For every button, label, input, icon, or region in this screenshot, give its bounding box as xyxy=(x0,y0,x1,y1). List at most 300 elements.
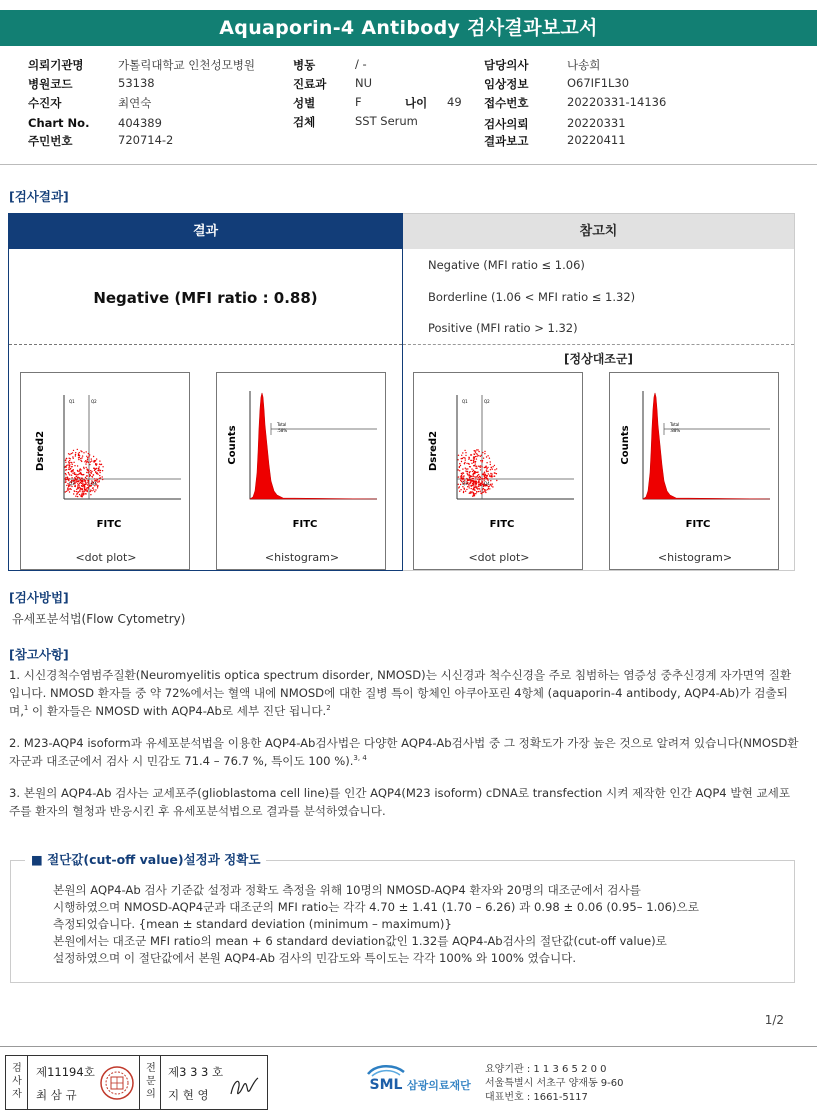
scatter-point xyxy=(465,468,466,469)
scatter-point xyxy=(84,479,85,480)
scatter-point xyxy=(65,491,66,492)
scatter-point xyxy=(69,466,70,467)
scatter-point xyxy=(75,486,76,487)
scatter-point xyxy=(463,478,464,479)
scatter-point xyxy=(86,468,87,469)
scatter-point xyxy=(91,490,92,491)
scatter-point xyxy=(86,456,87,457)
scatter-point xyxy=(478,455,479,456)
scatter-point xyxy=(486,456,487,457)
scatter-point xyxy=(473,470,474,471)
scatter-point xyxy=(82,455,83,456)
scatter-point xyxy=(84,486,85,487)
scatter-point xyxy=(83,467,84,468)
scatter-point xyxy=(483,458,484,459)
scatter-point xyxy=(494,469,495,470)
scatter-point xyxy=(94,470,95,471)
scatter-point xyxy=(459,491,460,492)
control-dot-plot xyxy=(413,372,583,570)
scatter-point xyxy=(95,460,96,461)
scatter-point xyxy=(490,469,491,470)
scatter-point xyxy=(84,489,85,490)
value-report-date: 20220411 xyxy=(567,133,626,147)
scatter-point xyxy=(96,458,97,459)
scatter-point xyxy=(472,483,473,484)
specialist-label-cell xyxy=(139,1056,161,1109)
scatter-point xyxy=(76,476,77,477)
scatter-point xyxy=(93,456,94,457)
note-1-ref-1: 1 xyxy=(23,704,29,713)
scatter-point xyxy=(66,466,67,467)
scatter-point xyxy=(68,467,69,468)
note-1-ref-2: 2 xyxy=(326,704,331,713)
scatter-point xyxy=(91,458,92,459)
scatter-point xyxy=(82,496,83,497)
dot-y-label: Dsred2 xyxy=(428,430,439,472)
scatter-point xyxy=(472,474,473,475)
scatter-point xyxy=(86,478,87,479)
scatter-point xyxy=(477,479,478,480)
hist-x-label: FITC xyxy=(292,519,318,530)
footer-divider xyxy=(0,1046,817,1047)
scatter-point xyxy=(459,466,460,467)
scatter-point xyxy=(468,485,469,486)
scatter-point xyxy=(85,489,86,490)
scatter-point xyxy=(87,490,88,491)
cutoff-title: ■ 절단값(cut-off value)설정과 정확도 xyxy=(25,850,266,868)
scatter-point xyxy=(94,478,95,479)
hist-curve xyxy=(250,393,377,499)
scatter-point xyxy=(85,493,86,494)
scatter-point xyxy=(66,469,67,470)
scatter-point xyxy=(482,452,483,453)
scatter-point xyxy=(86,472,87,473)
scatter-point xyxy=(87,459,88,460)
scatter-point xyxy=(480,460,481,461)
scatter-point xyxy=(87,457,88,458)
scatter-point xyxy=(489,488,490,489)
scatter-point xyxy=(457,459,458,460)
scatter-point xyxy=(463,475,464,476)
scatter-point xyxy=(75,496,76,497)
scatter-point xyxy=(82,494,83,495)
scatter-point xyxy=(79,452,80,453)
dot-cloud xyxy=(457,449,497,497)
patient-dot-plot xyxy=(20,372,190,570)
scatter-point xyxy=(492,469,493,470)
scatter-point xyxy=(464,450,465,451)
scatter-point xyxy=(483,473,484,474)
scatter-point xyxy=(483,474,484,475)
sml-logo-text: SML xyxy=(369,1077,403,1092)
value-hospital-code: 53138 xyxy=(118,76,155,90)
scatter-point xyxy=(76,479,77,480)
dot-q4-label: Q4 xyxy=(91,481,97,486)
value-department: NU xyxy=(355,76,373,90)
label-specimen: 검체 xyxy=(293,115,316,129)
scatter-point xyxy=(482,492,483,493)
scatter-point xyxy=(480,456,481,457)
scatter-point xyxy=(481,455,482,456)
scatter-point xyxy=(90,489,91,490)
scatter-point xyxy=(486,470,487,471)
scatter-point xyxy=(471,463,472,464)
scatter-point xyxy=(68,473,69,474)
label-id-number: 주민번호 xyxy=(28,134,73,148)
scatter-point xyxy=(65,481,66,482)
scatter-point xyxy=(98,468,99,469)
scatter-point xyxy=(73,469,74,470)
label-ward: 병동 xyxy=(293,58,316,72)
scatter-point xyxy=(69,474,70,475)
ref-positive: Positive (MFI ratio > 1.32) xyxy=(428,321,578,335)
scatter-point xyxy=(478,474,479,475)
label-receipt-no: 접수번호 xyxy=(484,96,529,110)
scatter-point xyxy=(71,453,72,454)
scatter-point xyxy=(78,453,79,454)
scatter-point xyxy=(459,470,460,471)
scatter-point xyxy=(88,471,89,472)
scatter-point xyxy=(71,475,72,476)
scatter-point xyxy=(485,475,486,476)
scatter-point xyxy=(73,450,74,451)
scatter-point xyxy=(478,486,479,487)
scatter-point xyxy=(465,491,466,492)
scatter-point xyxy=(77,485,78,486)
scatter-point xyxy=(102,479,103,480)
hist-y-label: Counts xyxy=(620,425,631,465)
scatter-point xyxy=(484,491,485,492)
scatter-point xyxy=(90,461,91,462)
scatter-point xyxy=(475,486,476,487)
scatter-point xyxy=(477,449,478,450)
scatter-point xyxy=(476,486,477,487)
label-chart-no: Chart No. xyxy=(28,116,90,130)
label-patient: 수진자 xyxy=(28,96,62,110)
value-patient: 최연숙 xyxy=(118,96,152,110)
scatter-point xyxy=(80,479,81,480)
notes-section-title: [참고사항] xyxy=(9,647,69,662)
scatter-point xyxy=(70,489,71,490)
scatter-point xyxy=(77,477,78,478)
scatter-point xyxy=(71,477,72,478)
scatter-point xyxy=(75,455,76,456)
scatter-point xyxy=(472,471,473,472)
scatter-point xyxy=(97,486,98,487)
scatter-point xyxy=(496,473,497,474)
value-hospital: 가톨릭대학교 인천성모병원 xyxy=(118,58,255,72)
scatter-point xyxy=(79,485,80,486)
dot-y-label: Dsred2 xyxy=(35,430,46,472)
scatter-point xyxy=(484,467,485,468)
scatter-point xyxy=(476,491,477,492)
scatter-point xyxy=(72,452,73,453)
scatter-point xyxy=(78,491,79,492)
scatter-point xyxy=(469,466,470,467)
scatter-point xyxy=(475,463,476,464)
scatter-point xyxy=(478,477,479,478)
scatter-point xyxy=(74,477,75,478)
scatter-point xyxy=(85,460,86,461)
scatter-point xyxy=(487,489,488,490)
scatter-point xyxy=(475,481,476,482)
scatter-point xyxy=(69,460,70,461)
value-specimen: SST Serum xyxy=(355,114,418,128)
scatter-point xyxy=(469,487,470,488)
scatter-point xyxy=(87,484,88,485)
scatter-point xyxy=(83,493,84,494)
scatter-point xyxy=(476,458,477,459)
scatter-point xyxy=(100,477,101,478)
scatter-point xyxy=(472,495,473,496)
scatter-point xyxy=(91,476,92,477)
scatter-point xyxy=(74,472,75,473)
value-age: 49 xyxy=(447,95,462,109)
scatter-point xyxy=(89,464,90,465)
scatter-point xyxy=(471,468,472,469)
value-id-number: 720714-2 xyxy=(118,133,174,147)
scatter-point xyxy=(476,456,477,457)
scatter-point xyxy=(494,465,495,466)
result-header: 결과 xyxy=(9,214,402,249)
label-age: 나이 xyxy=(405,96,428,110)
scatter-point xyxy=(489,475,490,476)
scatter-point xyxy=(474,473,475,474)
ref-borderline: Borderline (1.06 < MFI ratio ≤ 1.32) xyxy=(428,290,636,304)
scatter-point xyxy=(476,466,477,467)
scatter-point xyxy=(81,451,82,452)
scatter-point xyxy=(460,465,461,466)
hist-curve xyxy=(643,393,770,499)
scatter-point xyxy=(67,487,68,488)
scatter-point xyxy=(90,491,91,492)
value-sex: F xyxy=(355,95,362,109)
scatter-point xyxy=(66,458,67,459)
seal-icon xyxy=(99,1065,135,1101)
scatter-point xyxy=(467,471,468,472)
scatter-point xyxy=(486,468,487,469)
scatter-point xyxy=(95,489,96,490)
scatter-point xyxy=(81,474,82,475)
scatter-point xyxy=(80,460,81,461)
scatter-point xyxy=(75,452,76,453)
scatter-point xyxy=(474,490,475,491)
scatter-point xyxy=(85,463,86,464)
scatter-point xyxy=(65,474,66,475)
scatter-point xyxy=(81,457,82,458)
scatter-point xyxy=(99,475,100,476)
scatter-point xyxy=(76,493,77,494)
cutoff-line-3: 측정되었습니다. {mean ± standard deviation (minimum – maximum)} xyxy=(53,917,452,931)
label-hospital: 의뢰기관명 xyxy=(28,58,84,72)
scatter-point xyxy=(76,481,77,482)
scatter-point xyxy=(79,494,80,495)
hist-caption: <histogram> xyxy=(657,551,733,564)
scatter-point xyxy=(487,467,488,468)
scatter-point xyxy=(86,467,87,468)
scatter-point xyxy=(484,451,485,452)
scatter-point xyxy=(490,480,491,481)
scatter-point xyxy=(67,477,68,478)
scatter-point xyxy=(81,478,82,479)
scatter-point xyxy=(465,452,466,453)
scatter-point xyxy=(71,471,72,472)
org-info xyxy=(485,1063,624,1105)
scatter-point xyxy=(71,462,72,463)
scatter-point xyxy=(66,479,67,480)
scatter-point xyxy=(485,489,486,490)
scatter-point xyxy=(82,491,83,492)
scatter-point xyxy=(68,461,69,462)
scatter-point xyxy=(477,472,478,473)
scatter-point xyxy=(467,486,468,487)
scatter-point xyxy=(97,487,98,488)
scatter-point xyxy=(80,469,81,470)
scatter-point xyxy=(85,484,86,485)
scatter-point xyxy=(471,481,472,482)
scatter-point xyxy=(476,449,477,450)
scatter-point xyxy=(473,476,474,477)
scatter-point xyxy=(480,485,481,486)
scatter-point xyxy=(71,466,72,467)
scatter-point xyxy=(79,455,80,456)
org-phone: 대표번호 : 1661-5117 xyxy=(485,1092,588,1103)
scatter-point xyxy=(481,493,482,494)
scatter-point xyxy=(77,483,78,484)
scatter-point xyxy=(79,473,80,474)
scatter-point xyxy=(469,474,470,475)
scatter-point xyxy=(77,474,78,475)
scatter-point xyxy=(90,470,91,471)
scatter-point xyxy=(468,463,469,464)
scatter-point xyxy=(491,476,492,477)
scatter-point xyxy=(74,491,75,492)
scatter-point xyxy=(478,466,479,467)
scatter-point xyxy=(68,453,69,454)
scatter-point xyxy=(462,458,463,459)
scatter-point xyxy=(69,458,70,459)
scatter-point xyxy=(461,473,462,474)
scatter-point xyxy=(85,477,86,478)
scatter-point xyxy=(472,481,473,482)
scatter-point xyxy=(84,484,85,485)
scatter-point xyxy=(461,461,462,462)
label-doctor: 담당의사 xyxy=(484,58,529,72)
scatter-point xyxy=(72,471,73,472)
scatter-point xyxy=(99,480,100,481)
scatter-point xyxy=(478,484,479,485)
scatter-point xyxy=(83,468,84,469)
scatter-point xyxy=(81,489,82,490)
scatter-point xyxy=(81,480,82,481)
scatter-point xyxy=(473,458,474,459)
scatter-point xyxy=(79,487,80,488)
scatter-point xyxy=(461,455,462,456)
scatter-point xyxy=(79,457,80,458)
inspector-label-cell xyxy=(6,1056,28,1109)
scatter-point xyxy=(482,460,483,461)
scatter-point xyxy=(80,458,81,459)
scatter-point xyxy=(458,455,459,456)
scatter-point xyxy=(458,469,459,470)
scatter-point xyxy=(72,473,73,474)
scatter-point xyxy=(466,489,467,490)
scatter-point xyxy=(67,464,68,465)
dot-q1-label: Q1 xyxy=(69,399,75,404)
scatter-point xyxy=(74,465,75,466)
scatter-point xyxy=(480,483,481,484)
dot-cloud xyxy=(64,449,103,498)
scatter-point xyxy=(463,488,464,489)
scatter-point xyxy=(79,471,80,472)
scatter-point xyxy=(474,495,475,496)
scatter-point xyxy=(484,489,485,490)
scatter-point xyxy=(494,476,495,477)
dot-x-label: FITC xyxy=(96,519,122,530)
scatter-point xyxy=(471,488,472,489)
method-section-title: [검사방법] xyxy=(9,590,69,605)
scatter-point xyxy=(102,470,103,471)
hist-gate-pct: .88% xyxy=(670,428,681,433)
scatter-point xyxy=(99,466,100,467)
scatter-point xyxy=(73,493,74,494)
scatter-point xyxy=(479,479,480,480)
scatter-point xyxy=(466,463,467,464)
cutoff-line-4: 본원에서는 대조군 MFI ratio의 mean + 6 standard deviation값인 1.32를 AQP4-Ab검사의 절단값(cut-off value)로 xyxy=(53,934,667,948)
dot-q2-label: Q2 xyxy=(91,399,97,404)
scatter-point xyxy=(463,473,464,474)
scatter-point xyxy=(79,490,80,491)
scatter-point xyxy=(77,449,78,450)
scatter-point xyxy=(82,483,83,484)
scatter-point xyxy=(475,493,476,494)
inspector-name: 최 삼 규 xyxy=(36,1088,77,1102)
scatter-point xyxy=(474,454,475,455)
dot-q1-label: Q1 xyxy=(462,399,468,404)
scatter-point xyxy=(460,489,461,490)
scatter-point xyxy=(75,474,76,475)
scatter-point xyxy=(481,478,482,479)
value-clinical-info: O67IF1L30 xyxy=(567,76,630,90)
scatter-point xyxy=(87,488,88,489)
scatter-point xyxy=(470,493,471,494)
inspector-label: 검사자 xyxy=(12,1063,22,1100)
scatter-point xyxy=(78,474,79,475)
scatter-point xyxy=(492,466,493,467)
scatter-point xyxy=(488,473,489,474)
note-1 xyxy=(9,666,799,720)
scatter-point xyxy=(65,459,66,460)
scatter-point xyxy=(475,461,476,462)
hist-x-label: FITC xyxy=(685,519,711,530)
scatter-point xyxy=(88,456,89,457)
scatter-point xyxy=(468,459,469,460)
method-text: 유세포분석법(Flow Cytometry) xyxy=(12,612,186,626)
scatter-point xyxy=(492,486,493,487)
scatter-point xyxy=(486,462,487,463)
scatter-point xyxy=(93,474,94,475)
scatter-point xyxy=(73,462,74,463)
scatter-point xyxy=(91,471,92,472)
ref-negative: Negative (MFI ratio ≤ 1.06) xyxy=(428,258,585,272)
scatter-point xyxy=(94,491,95,492)
reference-header: 참고치 xyxy=(403,214,794,249)
dot-q2-label: Q2 xyxy=(484,399,490,404)
scatter-point xyxy=(77,488,78,489)
scatter-point xyxy=(88,462,89,463)
label-clinical-info: 임상정보 xyxy=(484,77,529,91)
scatter-point xyxy=(465,459,466,460)
